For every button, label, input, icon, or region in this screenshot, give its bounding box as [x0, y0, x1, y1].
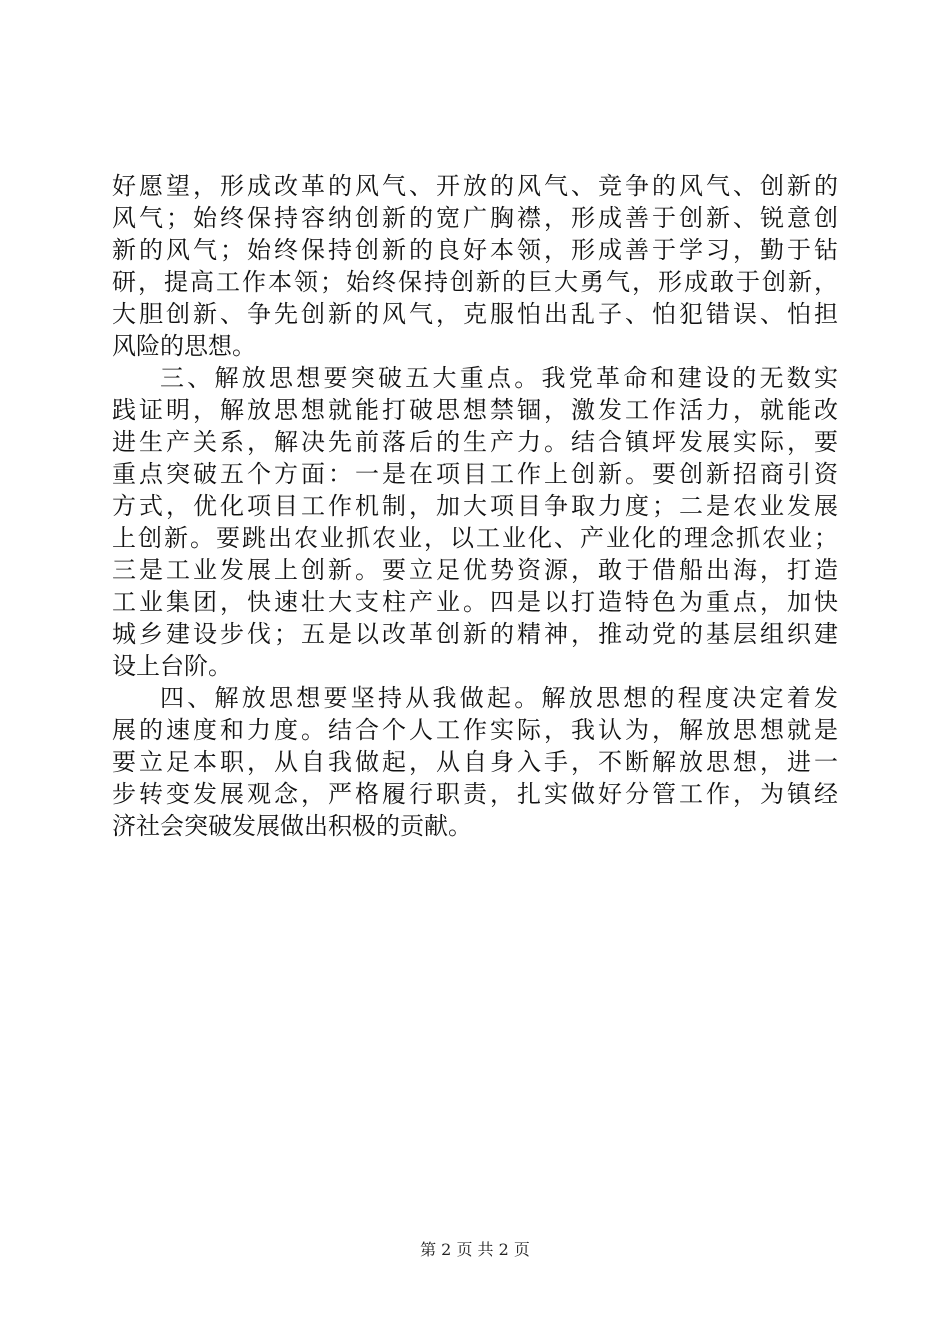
text-line: 进生产关系，解决先前落后的生产力。结合镇坪发展实际，要 — [112, 428, 838, 456]
text-line: 展的速度和力度。结合个人工作实际，我认为，解放思想就是 — [112, 716, 838, 744]
paragraph-3 — [112, 682, 838, 842]
text-line: 四、解放思想要坚持从我做起。解放思想的程度决定着发 — [160, 684, 838, 712]
paragraph-2 — [112, 362, 838, 682]
text-line: 城乡建设步伐；五是以改革创新的精神，推动党的基层组织建 — [112, 620, 838, 648]
text-line: 风险的思想。 — [112, 332, 256, 360]
paragraph-1 — [112, 170, 838, 362]
text-line: 步转变发展观念，严格履行职责，扎实做好分管工作，为镇经 — [112, 780, 838, 808]
text-line: 三是工业发展上创新。要立足优势资源，敢于借船出海，打造 — [112, 556, 838, 584]
text-line: 风气；始终保持容纳创新的宽广胸襟，形成善于创新、锐意创 — [112, 204, 838, 232]
text-line: 好愿望，形成改革的风气、开放的风气、竞争的风气、创新的 — [112, 172, 838, 200]
text-line: 济社会突破发展做出积极的贡献。 — [112, 812, 472, 840]
text-line: 三、解放思想要突破五大重点。我党革命和建设的无数实 — [160, 364, 838, 392]
text-line: 工业集团，快速壮大支柱产业。四是以打造特色为重点，加快 — [112, 588, 838, 616]
text-line: 要立足本职，从自我做起，从自身入手，不断解放思想，进一 — [112, 748, 838, 776]
text-line: 方式，优化项目工作机制，加大项目争取力度；二是农业发展 — [112, 492, 838, 520]
text-line: 大胆创新、争先创新的风气，克服怕出乱子、怕犯错误、怕担 — [112, 300, 838, 328]
text-line: 上创新。要跳出农业抓农业，以工业化、产业化的理念抓农业； — [112, 524, 838, 552]
text-line: 研，提高工作本领；始终保持创新的巨大勇气，形成敢于创新， — [112, 268, 838, 296]
text-line: 重点突破五个方面：一是在项目工作上创新。要创新招商引资 — [112, 460, 838, 488]
page-footer: 第 2 页 共 2 页 — [420, 1240, 530, 1259]
text-line: 设上台阶。 — [112, 652, 232, 680]
text-line: 新的风气；始终保持创新的良好本领，形成善于学习，勤于钻 — [112, 236, 838, 264]
text-line: 践证明，解放思想就能打破思想禁锢，激发工作活力，就能改 — [112, 396, 838, 424]
document-body — [112, 170, 838, 842]
